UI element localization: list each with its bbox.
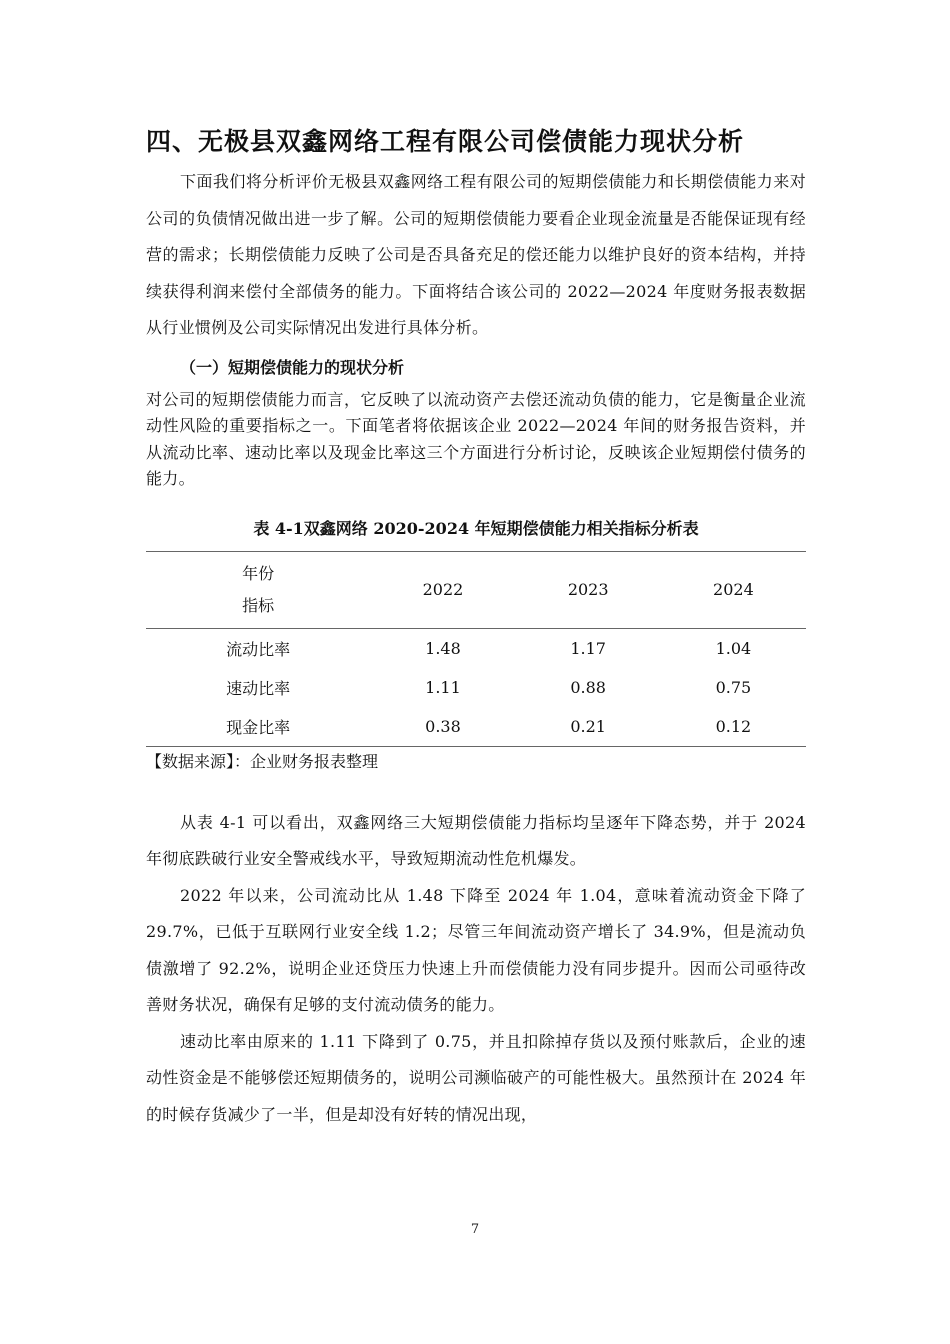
- solvency-table: [146, 551, 806, 747]
- body-paragraph: 2022 年以来，公司流动比从 1.48 下降至 2024 年 1.04，意味着流动资金下降了 29.7%，已低于互联网行业安全线 1.2；尽管三年间流动资产增长了 34.9%，但是流动负债激增了 92.2%，说明企业还贷压力快速上升而偿债能力没有同步提升。因而公司亟待改善财务状况，确保有足够的支付流动债务的能力。: [146, 885, 806, 1014]
- table-row: [146, 628, 806, 668]
- section-heading: 四、无极县双鑫网络工程有限公司偿债能力现状分析: [146, 127, 745, 156]
- year-header: 2024: [713, 580, 754, 599]
- year-header: 2023: [567, 580, 609, 599]
- table-cell: 1.11: [425, 677, 461, 697]
- table-cell: 1.04: [715, 638, 752, 658]
- body-paragraph: 从表 4-1 可以看出，双鑫网络三大短期偿债能力指标均呈逐年下降态势，并于 2024 年彻底跌破行业安全警戒线水平，导致短期流动性危机爆发。: [146, 812, 806, 868]
- table-cell: 1.48: [425, 638, 461, 658]
- table-header-row: [146, 551, 806, 628]
- table-corner-cell: [146, 551, 370, 628]
- table-cell: 0.12: [715, 716, 752, 736]
- table-title: 表 4-1双鑫网络 2020-2024 年短期偿债能力相关指标分析表: [253, 518, 699, 538]
- page-number: 7: [470, 1222, 480, 1237]
- table-row: [146, 668, 806, 707]
- table-cell: 1.17: [570, 638, 606, 658]
- table-cell: 0.88: [570, 677, 606, 697]
- subsection-heading: （一）短期偿债能力的现状分析: [180, 357, 405, 377]
- row-label: 流动比率: [226, 639, 291, 659]
- table-source-note: 【数据来源】：企业财务报表整理: [146, 751, 379, 771]
- table-cell: 0.75: [715, 677, 752, 697]
- page-content: [146, 124, 806, 1133]
- table-row: [146, 707, 806, 747]
- corner-year-label: 年份: [242, 563, 275, 583]
- body-paragraph: 速动比率由原来的 1.11 下降到了 0.75，并且扣除掉存货以及预付账款后，企业的速动性资金是不能够偿还短期债务的，说明公司濒临破产的可能性极大。虽然预计在 2024 年的时候存货减少了一半，但是却没有好转的情况出现，: [146, 1031, 806, 1124]
- intro-paragraph: 下面我们将分析评价无极县双鑫网络工程有限公司的短期偿债能力和长期偿债能力来对公司的负债情况做出进一步了解。公司的短期偿债能力要看企业现金流量是否能保证现有经营的需求；长期偿债能力反映了公司是否具备充足的偿还能力以维护良好的资本结构，并持续获得利润来偿付全部债务的能力。下面将结合该公司的 2022—2024 年度财务报表数据从行业惯例及公司实际情况出发进行具体分析。: [146, 172, 806, 337]
- short-term-intro-paragraph: 对公司的短期偿债能力而言，它反映了以流动资产去偿还流动负债的能力，它是衡量企业流动性风险的重要指标之一。下面笔者将依据该企业 2022—2024 年间的财务报告资料，并从流动比率、速动比率以及现金比率这三个方面进行分析讨论，反映该企业短期偿付债务的能力。: [146, 389, 806, 488]
- year-header: 2022: [422, 580, 464, 599]
- table-cell: 0.21: [570, 716, 606, 736]
- row-label: 现金比率: [226, 717, 291, 737]
- corner-metric-label: 指标: [242, 595, 275, 615]
- row-label: 速动比率: [226, 678, 291, 698]
- table-cell: 0.38: [425, 716, 461, 736]
